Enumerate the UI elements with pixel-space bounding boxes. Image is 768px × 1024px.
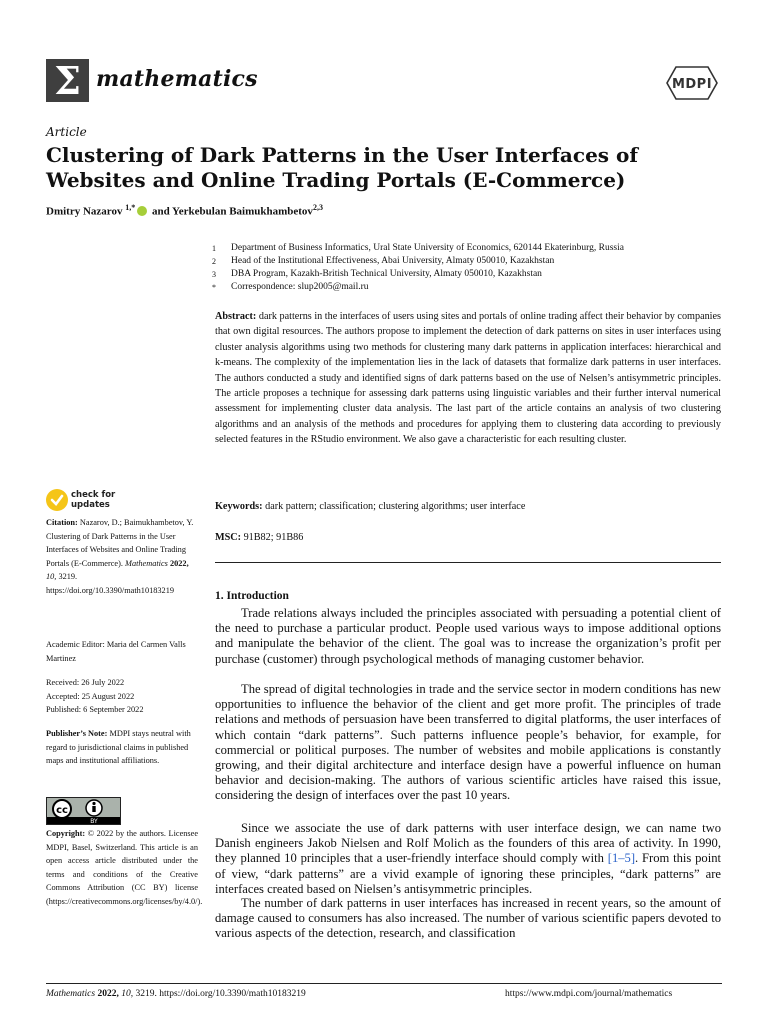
footer-doi[interactable]: 3219. https://doi.org/10.3390/math10183219	[135, 989, 306, 999]
intro-paragraph-3	[215, 821, 721, 897]
section-heading: 1. Introduction	[215, 590, 289, 602]
paragraph-text: . From this point of view, “dark patterns” are a vivid example of ignoring these principles, “dark patterns” are interfaces created based on Nielsen’s antisymmetric principles.	[215, 851, 721, 896]
citation-doi[interactable]: 3219. https://doi.org/10.3390/math10183219	[46, 572, 174, 595]
footer-volume: 10,	[121, 989, 134, 999]
journal-name: mathematics	[96, 66, 258, 92]
affiliation-text: Department of Business Informatics, Ural State University of Economics, 620144 Ekaterinburg, Russia	[231, 243, 624, 253]
affiliations	[212, 242, 624, 294]
intro-paragraph-1: Trade relations always included the principles associated with persuading a potential client of the need to purchase a particular product. People used various ways to impose additional options and manipulate the behavior of the client. The goal was to increase the organization’s profit per purchase (customer) through psychological methods of managing customer behavior.	[215, 606, 721, 666]
footer-citation	[46, 989, 306, 999]
author-line	[46, 203, 323, 218]
footer-divider	[46, 983, 722, 984]
published-date: Published: 6 September 2022	[46, 705, 144, 715]
check-icon	[46, 489, 68, 511]
msc-label: MSC:	[215, 532, 242, 543]
check-for-updates-badge[interactable]	[46, 489, 116, 513]
keywords-label: Keywords:	[215, 501, 263, 512]
received-date: Received: 26 July 2022	[46, 678, 125, 687]
mdpi-logo-text: MDPI	[671, 77, 713, 92]
academic-editor: Academic Editor: Maria del Carmen Valls Martinez	[46, 640, 186, 663]
affiliation-row	[212, 281, 624, 294]
abstract-label: Abstract:	[215, 311, 257, 322]
publisher-note	[46, 727, 198, 768]
paragraph-text: Since we associate the use of dark patterns with user interface design, we can name two Danish engineers Jakob Nielsen and Rolf Molich as the founders of this area of activity. In 1990, they planned 10 principles that a user-friendly interface should comply with	[215, 821, 721, 866]
affiliation-row	[212, 255, 624, 268]
copyright-notice	[46, 827, 203, 909]
citation-text: Nazarov, D.; Baimukhambetov, Y. Clustering of Dark Patterns in the User Interfaces of Websites and Online Trading Portals (E-Commerce).	[46, 518, 194, 568]
sigma-logo-glyph: Σ	[54, 57, 81, 103]
affiliation-number: 2	[212, 257, 216, 266]
abstract-text: dark patterns in the interfaces of users using sites and portals of online trading affect their behavior by companies that own digital resources. The authors propose to implement the detection of dark patterns on sites in user interfaces using cluster analysis algorithms using two methods for clustering many dark patterns in application interfaces: hierarchical and k-means. The complexity of the implementation lies in the lack of datasets that formalize dark patterns in user interfaces. The authors conducted a study and identified signs of dark patterns based on the use of Nelsen’s antisymmetric principles. The article proposes a technique for assessing dark patterns using linguistic variables and their further interval numerical assessment for implementing cluster data analysis. The last part of the article contains an analysis of two clustering algorithms and an analysis of the methods and procedures for applying them to clustering data according to previously selected features in the RStudio environment. We also gave a characteristic for each resulting cluster.	[215, 311, 722, 446]
citation-journal: Mathematics	[125, 558, 168, 568]
affiliation-number: *	[212, 283, 216, 292]
affiliation-text: Head of the Institutional Effectiveness, Abai University, Almaty 050010, Kazakhstan	[231, 256, 555, 266]
check-line-2: updates	[71, 500, 110, 510]
accepted-date: Accepted: 25 August 2022	[46, 691, 135, 701]
publisher-note-label: Publisher’s Note:	[46, 729, 108, 738]
copyright-text: © 2022 by the authors. Licensee MDPI, Basel, Switzerland. This article is an open access article distributed under the terms and conditions of the Creative Commons Attribution (CC BY) license (https://creativecommons.org/licenses/by/4.0/).	[46, 829, 203, 906]
cc-by-license-badge[interactable]	[46, 797, 121, 825]
citation-year: 2022,	[169, 558, 189, 568]
abstract	[215, 309, 721, 448]
by-label: BY	[90, 818, 98, 824]
affiliation-text: DBA Program, Kazakh-British Technical University, Almaty 050010, Kazakhstan	[231, 269, 542, 279]
intro-paragraph-4: The number of dark patterns in user interfaces has increased in recent years, so the amount of damage caused to consumers has also increased. The number of various scientific papers devoted to various aspects of the detection, research, and classification	[215, 896, 721, 941]
intro-paragraph-2: The spread of digital technologies in trade and the service sector in modern conditions has new opportunities to influence the behavior of the client and get more profit. The principles of trade relations and methods of persuasion have been transferred to digital platforms, the user interfaces of which contain “dark patterns”. Such patterns influence people’s behavior, for example, for commercial or political purposes. The number of websites and mobile applications is constantly growing, and their digital architecture and interface design have a powerful influence on human behavior and decision-making. The authors of various scientific articles have raised this issue, considering the design of interfaces over the past 10 years.	[215, 682, 721, 803]
author-1-sup: 1,*	[125, 203, 136, 212]
affiliation-number: 3	[212, 270, 216, 279]
correspondence-text[interactable]: Correspondence: slup2005@mail.ru	[231, 282, 369, 292]
affiliation-number: 1	[212, 244, 216, 253]
footer-journal-url[interactable]: https://www.mdpi.com/journal/mathematics	[505, 989, 673, 999]
msc-codes	[215, 530, 721, 545]
section-divider	[215, 562, 721, 563]
keywords-text: dark pattern; classification; clustering algorithms; user interface	[265, 501, 526, 512]
article-type: Article	[46, 125, 87, 139]
affiliation-row	[212, 242, 624, 255]
author-2[interactable]: and Yerkebulan Baimukhambetov	[151, 205, 313, 218]
author-1[interactable]: Dmitry Nazarov	[46, 205, 123, 218]
publication-dates	[46, 676, 198, 717]
citation-link[interactable]: [1–5]	[607, 851, 636, 866]
cc-by-icon	[47, 798, 120, 824]
mdpi-logo	[666, 66, 718, 100]
footer-year: 2022,	[97, 989, 119, 999]
article-title: Clustering of Dark Patterns in the User Interfaces of Websites and Online Trading Portals (E-Commerce)	[46, 143, 638, 192]
footer-journal: Mathematics	[46, 989, 96, 999]
keywords	[215, 499, 721, 514]
msc-text: 91B82; 91B86	[243, 532, 304, 543]
check-line-1: check for	[71, 490, 116, 500]
check-for-updates-label	[71, 490, 115, 510]
citation-block	[46, 516, 198, 598]
author-2-sup: 2,3	[312, 203, 323, 212]
orcid-icon[interactable]	[137, 206, 147, 216]
cc-label: cc	[56, 805, 68, 816]
journal-logo	[46, 59, 89, 102]
publisher-note-text: MDPI stays neutral with regard to jurisdictional claims in published maps and institutional affiliations.	[46, 729, 191, 766]
copyright-label: Copyright:	[46, 829, 86, 838]
affiliation-row	[212, 268, 624, 281]
citation-label: Citation:	[46, 518, 78, 527]
citation-volume: 10,	[46, 572, 57, 582]
